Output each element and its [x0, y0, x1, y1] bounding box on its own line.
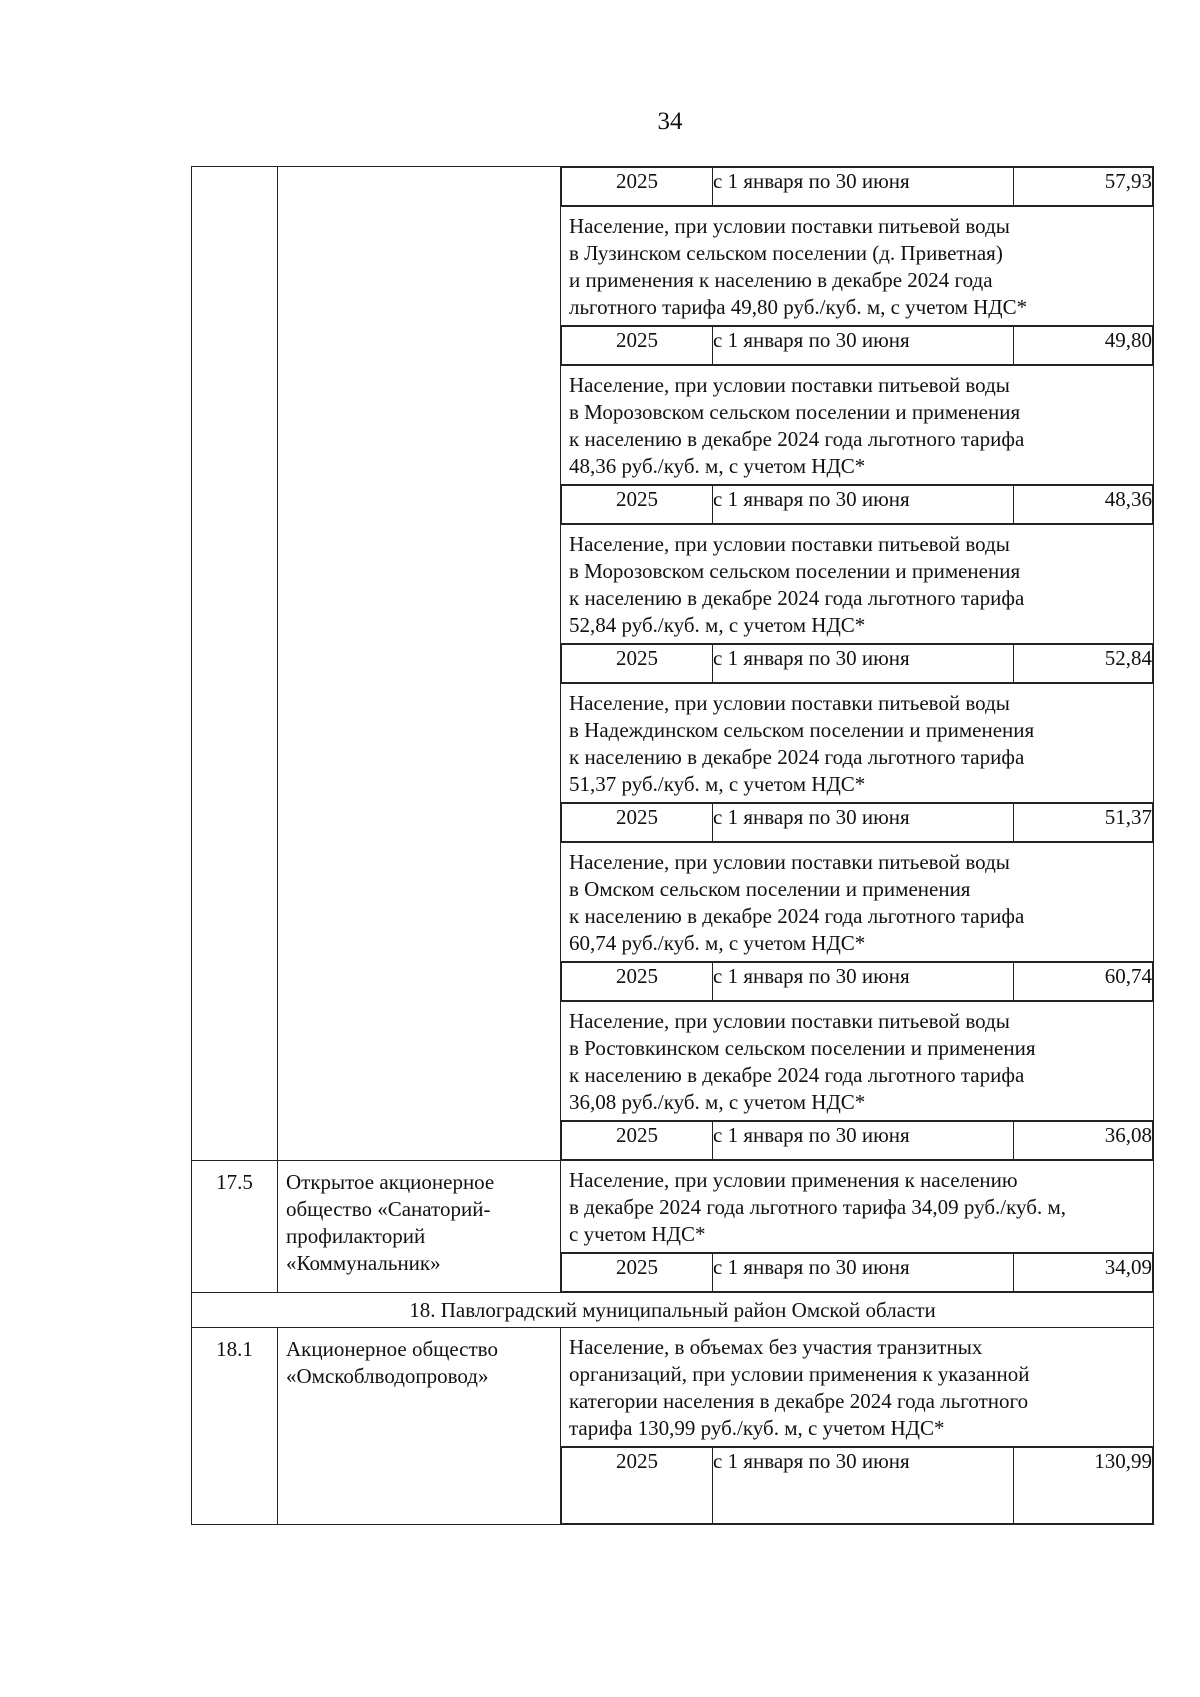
year-cell: 2025 — [562, 963, 713, 1001]
category-line: Население, при условии поставки питьевой воды — [569, 850, 1010, 874]
section-title: 18. Павлоградский муниципальный район Омской области — [192, 1293, 1154, 1328]
category-line: 52,84 руб./куб. м, с учетом НДС* — [569, 613, 866, 637]
category-line: Население, при условии поставки питьевой воды — [569, 373, 1010, 397]
table-row-continued — [192, 167, 1154, 1161]
tariff-subtable — [561, 1121, 1153, 1160]
tariff-subtable — [561, 1447, 1153, 1524]
category-line: в Морозовском сельском поселении и применения — [569, 559, 1021, 583]
organization-cell — [278, 1328, 561, 1525]
row-number-cell — [192, 167, 278, 1161]
tariff-groups — [561, 206, 1153, 1160]
category-line: к населению в декабре 2024 года льготного тарифа — [569, 427, 1025, 451]
category-line: в Лузинском сельском поселении (д. Приветная) — [569, 241, 1003, 265]
tariff-subtable — [561, 644, 1153, 683]
tariff-subtable — [561, 803, 1153, 842]
tariff-value-cell: 130,99 — [1014, 1448, 1153, 1524]
year-cell: 2025 — [562, 1122, 713, 1160]
consumer-category — [561, 683, 1153, 803]
tariff-value-cell: 52,84 — [1014, 645, 1153, 683]
tariff-value-row — [562, 1254, 1153, 1292]
year-cell: 2025 — [562, 1448, 713, 1524]
category-line: и применения к населению в декабре 2024 года — [569, 268, 993, 292]
organization-cell — [278, 167, 561, 1161]
tariff-value-row — [562, 327, 1153, 365]
category-line: 36,08 руб./куб. м, с учетом НДС* — [569, 1090, 866, 1114]
category-line: Население, в объемах без участия транзитных — [569, 1335, 983, 1359]
org-line: «Коммунальник» — [286, 1251, 441, 1275]
tariff-details-cell — [561, 1328, 1154, 1525]
consumer-category — [561, 1161, 1153, 1253]
tariff-subtable — [561, 326, 1153, 365]
tariff-value-row — [562, 168, 1153, 206]
year-cell: 2025 — [562, 486, 713, 524]
year-cell: 2025 — [562, 168, 713, 206]
tariff-value-cell: 36,08 — [1014, 1122, 1153, 1160]
tariff-subtable — [561, 1253, 1153, 1292]
category-line: в Морозовском сельском поселении и применения — [569, 400, 1021, 424]
year-cell: 2025 — [562, 327, 713, 365]
tariff-subtable — [561, 962, 1153, 1001]
category-line: в Ростовкинском сельском поселении и применения — [569, 1036, 1036, 1060]
category-line: с учетом НДС* — [569, 1222, 706, 1246]
category-line: к населению в декабре 2024 года льготного тарифа — [569, 904, 1025, 928]
consumer-category — [561, 524, 1153, 644]
category-line: 51,37 руб./куб. м, с учетом НДС* — [569, 772, 866, 796]
consumer-category — [561, 206, 1153, 326]
org-line: Акционерное общество — [286, 1337, 498, 1361]
org-line: профилакторий — [286, 1224, 426, 1248]
category-line: Население, при условии поставки питьевой воды — [569, 691, 1010, 715]
category-line: Население, при условии применения к населению — [569, 1168, 1018, 1192]
section-heading-row — [192, 1293, 1154, 1328]
period-cell: с 1 января по 30 июня — [713, 645, 1014, 683]
tariff-details-cell — [561, 1161, 1154, 1293]
consumer-category — [561, 1001, 1153, 1121]
tariff-value-row — [562, 804, 1153, 842]
period-cell: с 1 января по 30 июня — [713, 1122, 1014, 1160]
category-line: в декабре 2024 года льготного тарифа 34,09 руб./куб. м, — [569, 1195, 1066, 1219]
tariff-subtable — [561, 167, 1153, 206]
tariff-value-cell: 48,36 — [1014, 486, 1153, 524]
tariff-subtable — [561, 485, 1153, 524]
tariff-table — [191, 166, 1154, 1525]
org-line: общество «Санаторий- — [286, 1197, 491, 1221]
period-cell: с 1 января по 30 июня — [713, 1254, 1014, 1292]
tariff-value-row — [562, 1122, 1153, 1160]
category-line: к населению в декабре 2024 года льготного тарифа — [569, 586, 1025, 610]
row-number-cell: 17.5 — [192, 1161, 278, 1293]
category-line: тарифа 130,99 руб./куб. м, с учетом НДС* — [569, 1416, 945, 1440]
category-line: Население, при условии поставки питьевой воды — [569, 214, 1010, 238]
row-number-cell: 18.1 — [192, 1328, 278, 1525]
tariff-value-row — [562, 963, 1153, 1001]
category-line: к населению в декабре 2024 года льготного тарифа — [569, 745, 1025, 769]
consumer-category — [561, 1328, 1153, 1447]
tariff-value-cell: 49,80 — [1014, 327, 1153, 365]
table-row-17-5 — [192, 1161, 1154, 1293]
period-cell: с 1 января по 30 июня — [713, 168, 1014, 206]
tariff-value-cell: 51,37 — [1014, 804, 1153, 842]
period-cell: с 1 января по 30 июня — [713, 804, 1014, 842]
tariff-value-row — [562, 645, 1153, 683]
category-line: в Омском сельском поселении и применения — [569, 877, 971, 901]
year-cell: 2025 — [562, 804, 713, 842]
period-cell: с 1 января по 30 июня — [713, 486, 1014, 524]
consumer-category — [561, 842, 1153, 962]
year-cell: 2025 — [562, 1254, 713, 1292]
category-line: 48,36 руб./куб. м, с учетом НДС* — [569, 454, 866, 478]
tariff-value-row — [562, 1448, 1153, 1524]
tariff-value-cell: 34,09 — [1014, 1254, 1153, 1292]
category-line: категории населения в декабре 2024 года льготного — [569, 1389, 1029, 1413]
category-line: в Надеждинском сельском поселении и применения — [569, 718, 1035, 742]
category-line: организаций, при условии применения к указанной — [569, 1362, 1030, 1386]
year-cell: 2025 — [562, 645, 713, 683]
organization-cell — [278, 1161, 561, 1293]
category-line: к населению в декабре 2024 года льготного тарифа — [569, 1063, 1025, 1087]
category-line: Население, при условии поставки питьевой воды — [569, 1009, 1010, 1033]
category-line: Население, при условии поставки питьевой воды — [569, 532, 1010, 556]
table-row-18-1 — [192, 1328, 1154, 1525]
tariff-value-row — [562, 486, 1153, 524]
category-line: 60,74 руб./куб. м, с учетом НДС* — [569, 931, 866, 955]
tariff-details-cell — [561, 167, 1154, 1161]
org-line: «Омскоблводопровод» — [286, 1364, 489, 1388]
tariff-value-cell: 57,93 — [1014, 168, 1153, 206]
page-number: 34 — [657, 108, 683, 135]
period-cell: с 1 января по 30 июня — [713, 1448, 1014, 1524]
category-line: льготного тарифа 49,80 руб./куб. м, с учетом НДС* — [569, 295, 1028, 319]
consumer-category — [561, 365, 1153, 485]
period-cell: с 1 января по 30 июня — [713, 963, 1014, 1001]
period-cell: с 1 января по 30 июня — [713, 327, 1014, 365]
org-line: Открытое акционерное — [286, 1170, 495, 1194]
tariff-value-cell: 60,74 — [1014, 963, 1153, 1001]
